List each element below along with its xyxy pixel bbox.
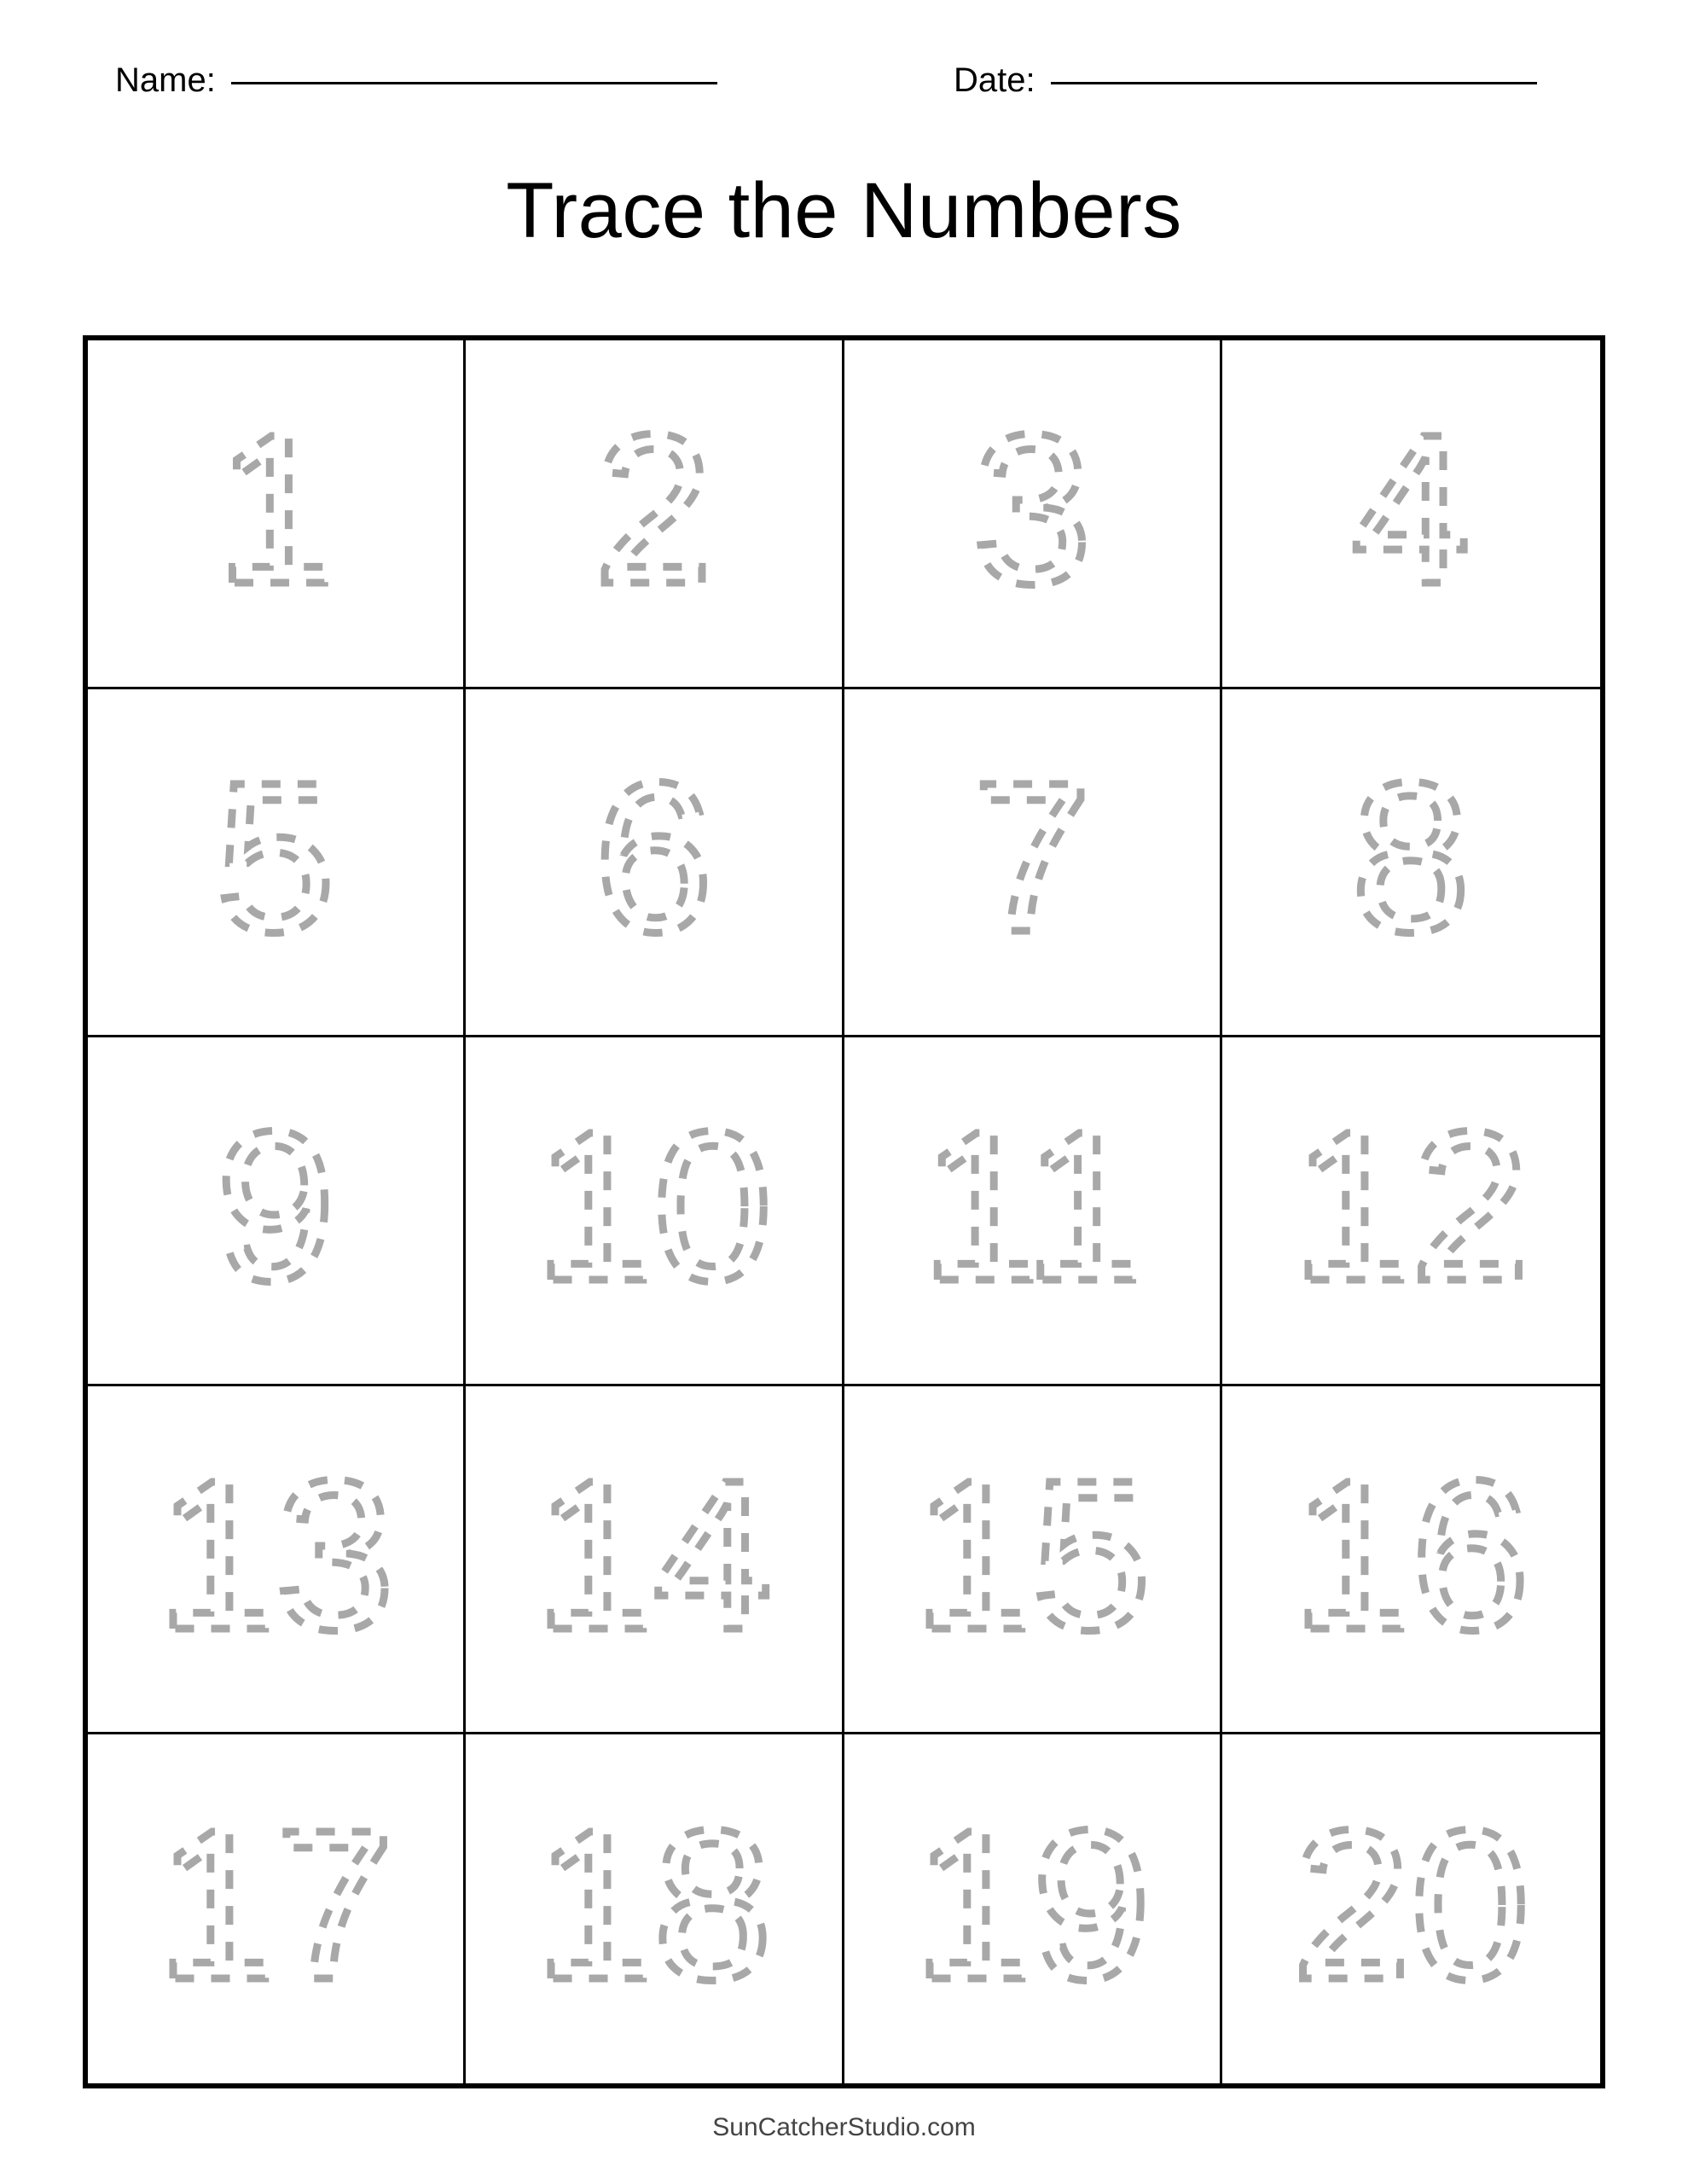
- trace-number-12-glyph: [1232, 1040, 1590, 1381]
- trace-cell[interactable]: [88, 689, 466, 1038]
- trace-cell[interactable]: [88, 1734, 466, 2083]
- trace-cell[interactable]: [466, 1386, 844, 1735]
- trace-cell[interactable]: [466, 340, 844, 689]
- trace-cell[interactable]: [844, 1386, 1222, 1735]
- trace-cell[interactable]: [1222, 1734, 1600, 2083]
- trace-number-text: 1: [216, 389, 335, 628]
- trace-number-18-glyph: [474, 1739, 832, 2080]
- trace-number-17-glyph: [96, 1739, 455, 2080]
- trace-number-8-glyph: [1232, 691, 1590, 1032]
- trace-number-4-glyph: [1232, 343, 1590, 684]
- trace-cell[interactable]: [844, 1734, 1222, 2083]
- trace-cell[interactable]: [88, 1037, 466, 1386]
- name-label: Name:: [115, 61, 216, 99]
- header-fields: [0, 61, 1688, 121]
- page-title: Trace the Numbers: [506, 167, 1182, 254]
- trace-cell[interactable]: [844, 340, 1222, 689]
- trace-number-text: 13: [157, 1435, 395, 1674]
- trace-number-16-glyph: [1232, 1389, 1590, 1730]
- date-write-line[interactable]: [1051, 81, 1537, 84]
- trace-number-text: 18: [535, 1785, 773, 2024]
- trace-cell[interactable]: [466, 1037, 844, 1386]
- trace-number-10-glyph: [474, 1040, 832, 1381]
- footer-credit: SunCatcherStudio.com: [712, 2113, 976, 2141]
- trace-number-3-glyph: [853, 343, 1211, 684]
- trace-number-14-glyph: [474, 1389, 832, 1730]
- trace-number-text: 4: [1351, 389, 1470, 628]
- trace-number-text: 16: [1292, 1435, 1530, 1674]
- trace-number-text: 5: [216, 738, 335, 977]
- trace-number-20-glyph: [1232, 1739, 1590, 2080]
- trace-number-11-glyph: [853, 1040, 1211, 1381]
- trace-number-text: 7: [972, 738, 1092, 977]
- trace-cell[interactable]: [466, 689, 844, 1038]
- date-label: Date:: [954, 61, 1035, 99]
- trace-number-7-glyph: [853, 691, 1211, 1032]
- date-field[interactable]: [954, 61, 1537, 100]
- trace-cell[interactable]: [88, 340, 466, 689]
- trace-number-text: 9: [216, 1087, 335, 1326]
- trace-cell[interactable]: [1222, 1037, 1600, 1386]
- tracing-grid: [83, 335, 1605, 2088]
- trace-number-text: 11: [920, 1087, 1143, 1326]
- trace-number-text: 15: [913, 1435, 1151, 1674]
- trace-number-19-glyph: [853, 1739, 1211, 2080]
- trace-number-1-glyph: [96, 343, 455, 684]
- trace-number-15-glyph: [853, 1389, 1211, 1730]
- trace-number-text: 6: [594, 738, 713, 977]
- trace-number-text: 20: [1292, 1785, 1530, 2024]
- trace-cell[interactable]: [1222, 340, 1600, 689]
- trace-number-text: 10: [535, 1087, 773, 1326]
- name-field[interactable]: [115, 61, 717, 100]
- trace-cell[interactable]: [1222, 689, 1600, 1038]
- trace-number-5-glyph: [96, 691, 455, 1032]
- trace-number-text: 17: [157, 1785, 395, 2024]
- trace-number-6-glyph: [474, 691, 832, 1032]
- trace-cell[interactable]: [466, 1734, 844, 2083]
- trace-cell[interactable]: [844, 689, 1222, 1038]
- trace-number-text: 8: [1351, 738, 1470, 977]
- trace-number-13-glyph: [96, 1389, 455, 1730]
- trace-number-text: 3: [972, 389, 1092, 628]
- trace-cell[interactable]: [88, 1386, 466, 1735]
- trace-number-text: 14: [535, 1435, 773, 1674]
- trace-cell[interactable]: [844, 1037, 1222, 1386]
- name-write-line[interactable]: [231, 81, 717, 84]
- trace-number-2-glyph: [474, 343, 832, 684]
- trace-number-text: 2: [594, 389, 713, 628]
- trace-number-9-glyph: [96, 1040, 455, 1381]
- trace-cell[interactable]: [1222, 1386, 1600, 1735]
- trace-number-text: 19: [913, 1785, 1151, 2024]
- trace-number-text: 12: [1292, 1087, 1530, 1326]
